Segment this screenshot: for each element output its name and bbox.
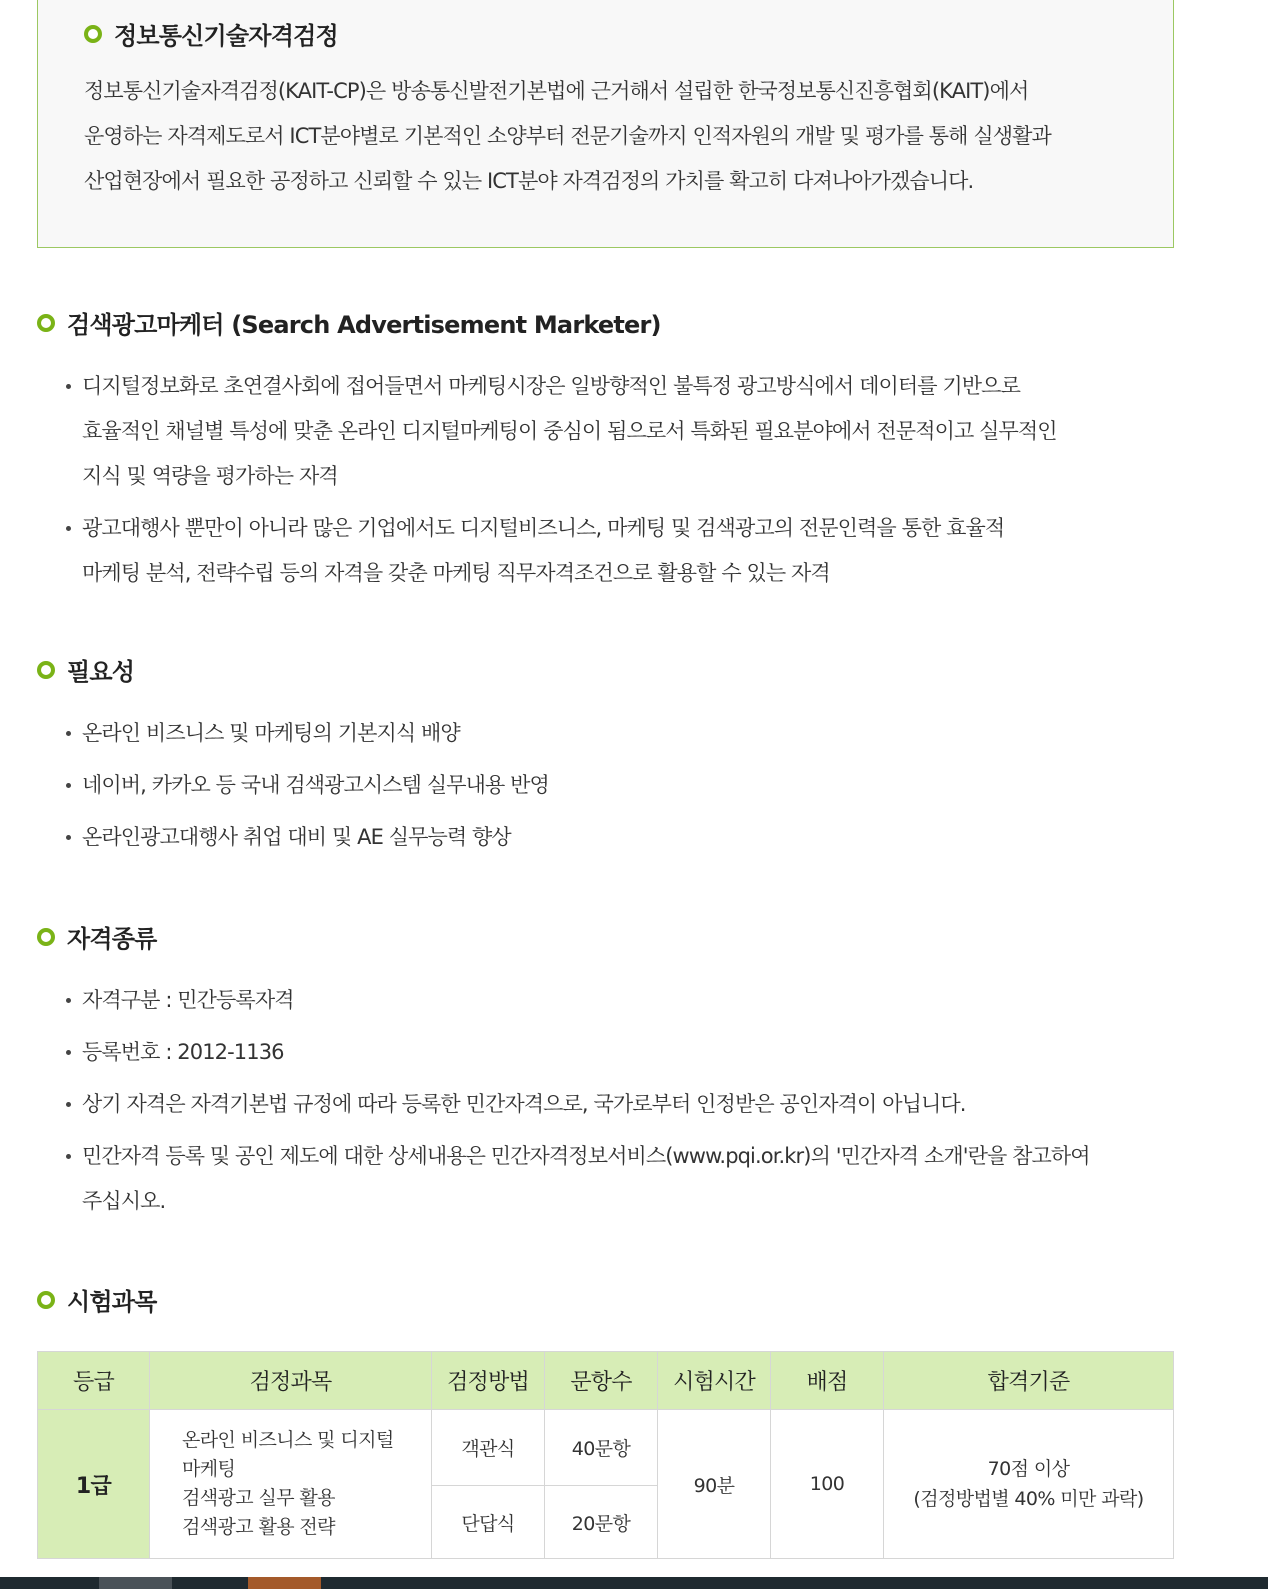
bullet-ring-icon — [37, 314, 55, 332]
count-cell: 20문항 — [545, 1486, 658, 1559]
list-item-line: 효율적인 채널별 특성에 맞춘 온라인 디지털마케팅이 중심이 됨으로서 특화된 필요분야에서 전문적이고 실무적인 — [82, 419, 1057, 443]
list-item-line: 주십시오. — [82, 1189, 166, 1213]
subject-line: 마케팅 — [182, 1458, 236, 1480]
grade-cell: 1급 — [38, 1410, 150, 1559]
list-item-line: 디지털정보화로 초연결사회에 접어들면서 마케팅시장은 일방향적인 불특정 광고방식에서 데이터를 기반으로 — [82, 374, 1020, 398]
list-item — [64, 364, 1164, 499]
intro-title: 정보통신기술자격검정 — [114, 22, 338, 50]
section-title: 시험과목 — [67, 1288, 157, 1316]
list-item — [64, 978, 1164, 1023]
list-item-line: 상기 자격은 자격기본법 규정에 따라 등록한 민간자격으로, 국가로부터 인정받은 공인자격이 아닙니다. — [82, 1092, 966, 1116]
list-item-line: 민간자격 등록 및 공인 제도에 대한 상세내용은 민간자격정보서비스(www.pqi.or.kr)의 '민간자격 소개'란을 참고하여 — [82, 1144, 1090, 1168]
table-row — [38, 1410, 1174, 1486]
exam-table — [37, 1351, 1174, 1559]
list-item-line: 광고대행사 뿐만이 아니라 많은 기업에서도 디지털비즈니스, 마케팅 및 검색광고의 전문인력을 통한 효율적 — [82, 516, 1005, 540]
list-item — [64, 1082, 1164, 1127]
section-heading-qualification — [37, 919, 157, 954]
section-heading-marketer — [37, 305, 661, 340]
footer-tab[interactable] — [99, 1577, 172, 1589]
column-header: 배점 — [771, 1352, 884, 1410]
intro-heading — [84, 16, 338, 51]
subjects-cell — [150, 1410, 432, 1559]
bullet-ring-icon — [37, 928, 55, 946]
list-item — [64, 1030, 1164, 1075]
subject-line: 검색광고 활용 전략 — [182, 1516, 335, 1538]
list-item: 네이버, 카카오 등 국내 검색광고시스템 실무내용 반영 — [64, 763, 1164, 808]
footer-bar — [0, 1577, 1268, 1589]
column-header: 검정과목 — [150, 1352, 432, 1410]
pass-line: (검정방법별 40% 미만 과락) — [913, 1488, 1144, 1510]
bullet-ring-icon — [37, 661, 55, 679]
intro-line: 산업현장에서 필요한 공정하고 신뢰할 수 있는 ICT분야 자격검정의 가치를 확고히 다져나아가겠습니다. — [84, 169, 974, 193]
necessity-list — [64, 711, 1164, 867]
intro-line: 운영하는 자격제도로서 ICT분야별로 기본적인 소양부터 전문기술까지 인적자원의 개발 및 평가를 통해 실생활과 — [84, 124, 1051, 148]
section-title: 자격종류 — [67, 925, 157, 953]
intro-line: 정보통신기술자격검정(KAIT-CP)은 방송통신발전기본법에 근거해서 설립한 한국정보통신진흥협회(KAIT)에서 — [84, 79, 1029, 103]
column-header: 합격기준 — [884, 1352, 1174, 1410]
list-item: 온라인 비즈니스 및 마케팅의 기본지식 배양 — [64, 711, 1164, 756]
column-header: 문항수 — [545, 1352, 658, 1410]
column-header: 검정방법 — [432, 1352, 545, 1410]
intro-box — [37, 0, 1174, 248]
method-cell: 단답식 — [432, 1486, 545, 1559]
table-header-row — [38, 1352, 1174, 1410]
list-item-line: 등록번호 : 2012-1136 — [82, 1040, 284, 1064]
section-title: 검색광고마케터 (Search Advertisement Marketer) — [67, 311, 661, 339]
bullet-ring-icon — [37, 1291, 55, 1309]
column-header: 시험시간 — [658, 1352, 771, 1410]
count-cell: 40문항 — [545, 1410, 658, 1486]
pass-line: 70점 이상 — [987, 1458, 1070, 1480]
time-cell: 90분 — [658, 1410, 771, 1559]
list-item — [64, 506, 1164, 596]
score-cell: 100 — [771, 1410, 884, 1559]
footer-tab-active[interactable] — [248, 1577, 321, 1589]
section-title: 필요성 — [67, 658, 135, 686]
method-cell: 객관식 — [432, 1410, 545, 1486]
list-item: 온라인광고대행사 취업 대비 및 AE 실무능력 향상 — [64, 815, 1164, 860]
column-header: 등급 — [38, 1352, 150, 1410]
list-item — [64, 1134, 1164, 1224]
section-heading-exam — [37, 1282, 157, 1317]
subject-line: 온라인 비즈니스 및 디지털 — [182, 1429, 394, 1451]
list-item-line: 자격구분 : 민간등록자격 — [82, 988, 294, 1012]
list-item-line: 지식 및 역량을 평가하는 자격 — [82, 464, 338, 488]
marketer-list — [64, 364, 1164, 603]
subject-line: 검색광고 실무 활용 — [182, 1487, 335, 1509]
bullet-ring-icon — [84, 25, 102, 43]
qualification-list — [64, 978, 1164, 1231]
section-heading-necessity — [37, 652, 134, 687]
intro-paragraph — [84, 69, 1144, 204]
pass-criteria-cell — [884, 1410, 1174, 1559]
list-item-line: 마케팅 분석, 전략수립 등의 자격을 갖춘 마케팅 직무자격조건으로 활용할 수 있는 자격 — [82, 561, 830, 585]
